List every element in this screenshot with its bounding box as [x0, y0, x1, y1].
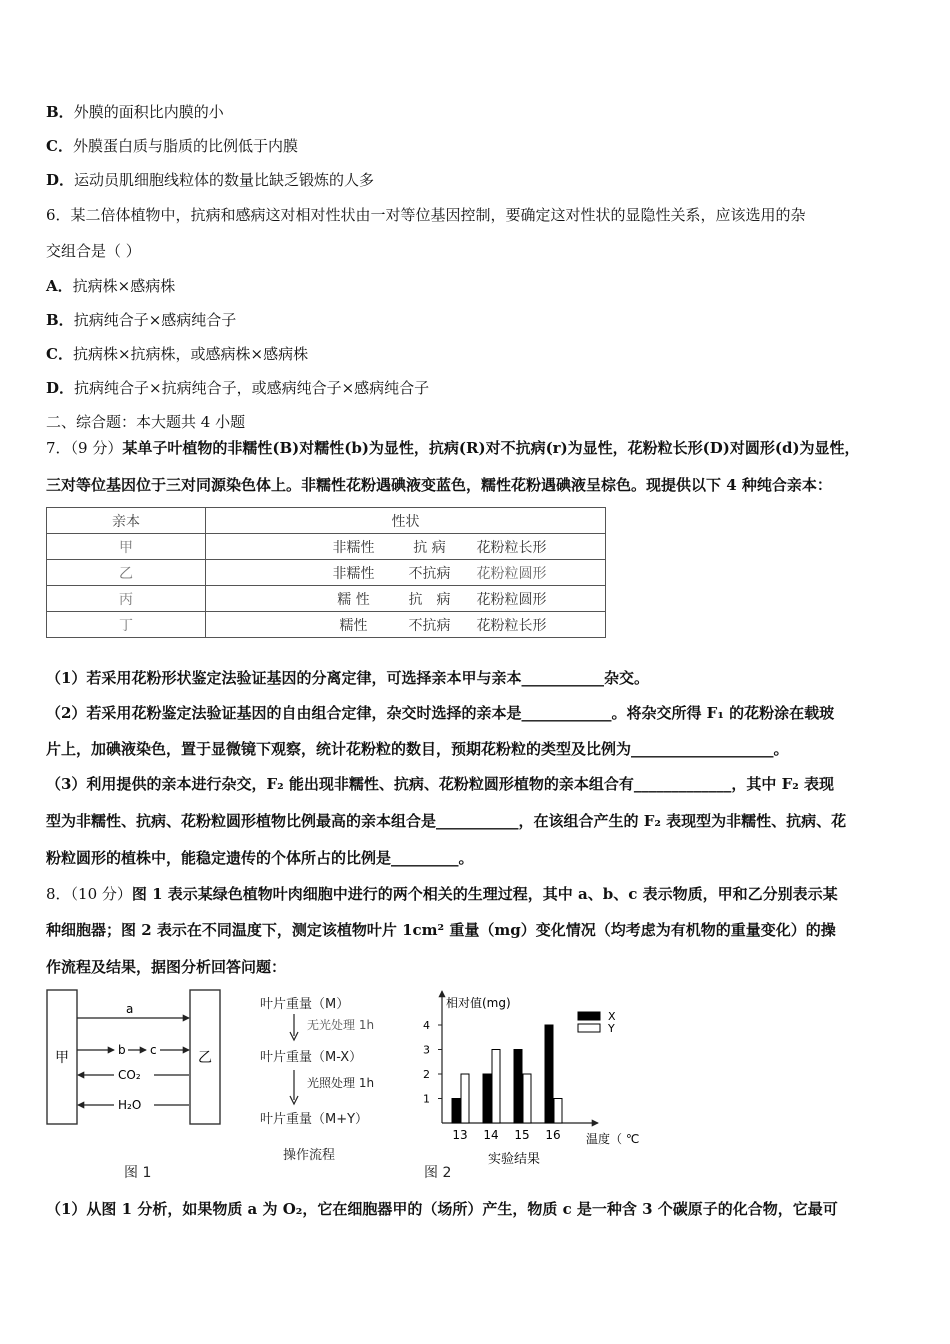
label-b: b: [118, 1043, 126, 1057]
q7-sub2-line2: 片上，加碘液染色，置于显微镜下观察，统计花粉粒的数目，预期花粉粒的类型及比例为___________________。: [46, 740, 789, 758]
q6-stem-line2: 交组合是（ ）: [46, 242, 141, 260]
bar-x-14: [483, 1074, 491, 1123]
traits-cell: 糯 性 抗 病 花粉粒圆形: [206, 586, 606, 612]
flow-caption: 操作流程: [283, 1148, 336, 1163]
bar-y-15: [523, 1074, 531, 1123]
q8-stem-line3: 作流程及结果，据图分析回答问题：: [46, 958, 287, 976]
q6-option-a: A．抗病株×感病株: [46, 277, 176, 295]
q8-stem-line2: 种细胞器；图 2 表示在不同温度下，测定该植物叶片 1cm² 重量（mg）变化情况（均考虑为有机物的重量变化）的操: [46, 921, 836, 939]
table-row: [47, 534, 606, 560]
q7-stem-line1: 7．（9 分）某单子叶植物的非糯性(B)对糯性(b)为显性，抗病(R)对不抗病(r)为显性，花粉粒长形(D)对圆形(d)为显性，: [46, 439, 860, 457]
chart-title: 实验结果: [488, 1152, 541, 1167]
organelle-jia-label: 甲: [55, 1050, 69, 1066]
x-tick-label: 16: [545, 1128, 561, 1142]
bar-y-13: [461, 1074, 469, 1123]
bar-x-16: [545, 1025, 553, 1123]
parent-cell: 乙: [47, 560, 206, 586]
q7-sub2-line1: （2）若采用花粉鉴定法验证基因的自由组合定律，杂交时选择的亲本是____________。将杂交所得 F₁ 的花粉涂在载玻: [46, 704, 835, 722]
x-tick-label: 15: [514, 1128, 530, 1142]
legend-x-label: X: [608, 1010, 616, 1023]
bar-y-16: [554, 1099, 562, 1124]
header-traits: 性状: [206, 508, 606, 534]
flow-weight-m-x: 叶片重量（M-X）: [260, 1050, 363, 1065]
q7-number: 7．（9 分）: [46, 439, 123, 457]
q5-option-b: B．外膜的面积比内膜的小: [46, 103, 224, 121]
q5-option-c: C．外膜蛋白质与脂质的比例低于内膜: [46, 137, 298, 155]
y-tick-label: 4: [423, 1019, 430, 1032]
parent-traits-table: [46, 507, 606, 638]
figure2-bar-chart: [400, 985, 670, 1170]
table-row: [47, 612, 606, 638]
table-row: [47, 560, 606, 586]
figure1-diagram: [46, 988, 226, 1128]
parent-cell: 丁: [47, 612, 206, 638]
label-co2: CO₂: [118, 1068, 141, 1082]
legend-y-label: Y: [608, 1022, 615, 1035]
x-axis-label: 温度（ ℃: [586, 1132, 640, 1146]
label-c: c: [150, 1043, 157, 1057]
bar-x-13: [452, 1099, 460, 1124]
q6-option-b: B．抗病纯合子×感病纯合子: [46, 311, 237, 329]
header-parent: 亲本: [47, 508, 206, 534]
legend-x-swatch: [578, 1012, 600, 1020]
figure1-caption: 图 1: [124, 1165, 152, 1181]
flow-weight-m-y: 叶片重量（M+Y）: [260, 1112, 369, 1127]
flow-down-arrow-1: [288, 1012, 300, 1042]
flow-step-dark: 无光处理 1h: [307, 1018, 375, 1032]
x-tick-label: 13: [452, 1128, 468, 1142]
traits-cell: 非糯性 抗 病 花粉粒长形: [206, 534, 606, 560]
y-tick-label: 3: [423, 1043, 430, 1057]
flow-down-arrow-2: [288, 1068, 300, 1108]
organelle-yi-label: 乙: [198, 1050, 212, 1066]
q7-sub3-line1: （3）利用提供的亲本进行杂交，F₂ 能出现非糯性、抗病、花粉粒圆形植物的亲本组合有_____________，其中 F₂ 表现: [46, 775, 835, 793]
q6-stem-line1: 6．某二倍体植物中，抗病和感病这对相对性状由一对等位基因控制，要确定这对性状的显隐性关系，应该选用的杂: [46, 206, 806, 224]
q6-option-c: C．抗病株×抗病株，或感病株×感病株: [46, 345, 309, 363]
q8-number: 8．（10 分）: [46, 885, 132, 903]
legend-y-swatch: [578, 1024, 600, 1032]
q7-stem-line2: 三对等位基因位于三对同源染色体上。非糯性花粉遇碘液变蓝色，糯性花粉遇碘液呈棕色。现提供以下 4 种纯合亲本：: [46, 476, 832, 494]
y-tick-label: 1: [423, 1092, 430, 1106]
table-row: [47, 586, 606, 612]
parent-cell: 甲: [47, 534, 206, 560]
figure2-caption: 图 2: [424, 1165, 452, 1181]
parent-cell: 丙: [47, 586, 206, 612]
q7-sub1: （1）若采用花粉形状鉴定法验证基因的分离定律，可选择亲本甲与亲本___________杂交。: [46, 669, 649, 687]
traits-cell: 糯性 不抗病 花粉粒长形: [206, 612, 606, 638]
flow-weight-m: 叶片重量（M）: [260, 997, 350, 1012]
y-tick-label: 2: [423, 1068, 430, 1081]
x-tick-label: 14: [483, 1128, 499, 1142]
label-h2o: H₂O: [118, 1098, 142, 1112]
bar-y-14: [492, 1050, 500, 1124]
q7-sub3-line2: 型为非糯性、抗病、花粉粒圆形植物比例最高的亲本组合是___________，在该组合产生的 F₂ 表现型为非糯性、抗病、花: [46, 812, 847, 830]
y-axis-label: 相对值(mg): [446, 996, 511, 1010]
q7-sub3-line3: 粉粒圆形的植株中，能稳定遗传的个体所占的比例是_________。: [46, 849, 474, 867]
q5-option-d: D．运动员肌细胞线粒体的数量比缺乏锻炼的人多: [46, 171, 375, 189]
flow-step-light: 光照处理 1h: [307, 1076, 375, 1090]
q8-stem-line1: 8．（10 分）图 1 表示某绿色植物叶肉细胞中进行的两个相关的生理过程，其中 a、b、c 表示物质，甲和乙分别表示某: [46, 885, 838, 903]
label-a: a: [126, 1002, 134, 1016]
q6-option-d: D．抗病纯合子×抗病纯合子，或感病纯合子×感病纯合子: [46, 379, 430, 397]
traits-cell: 非糯性 不抗病 花粉粒圆形: [206, 560, 606, 586]
table-header-row: [47, 508, 606, 534]
bar-x-15: [514, 1050, 522, 1124]
q8-sub1: （1）从图 1 分析，如果物质 a 为 O₂，它在细胞器甲的（场所）产生，物质 c 是一种含 3 个碳原子的化合物，它最可: [46, 1200, 838, 1218]
section2-heading: 二、综合题：本大题共 4 小题: [46, 413, 246, 431]
